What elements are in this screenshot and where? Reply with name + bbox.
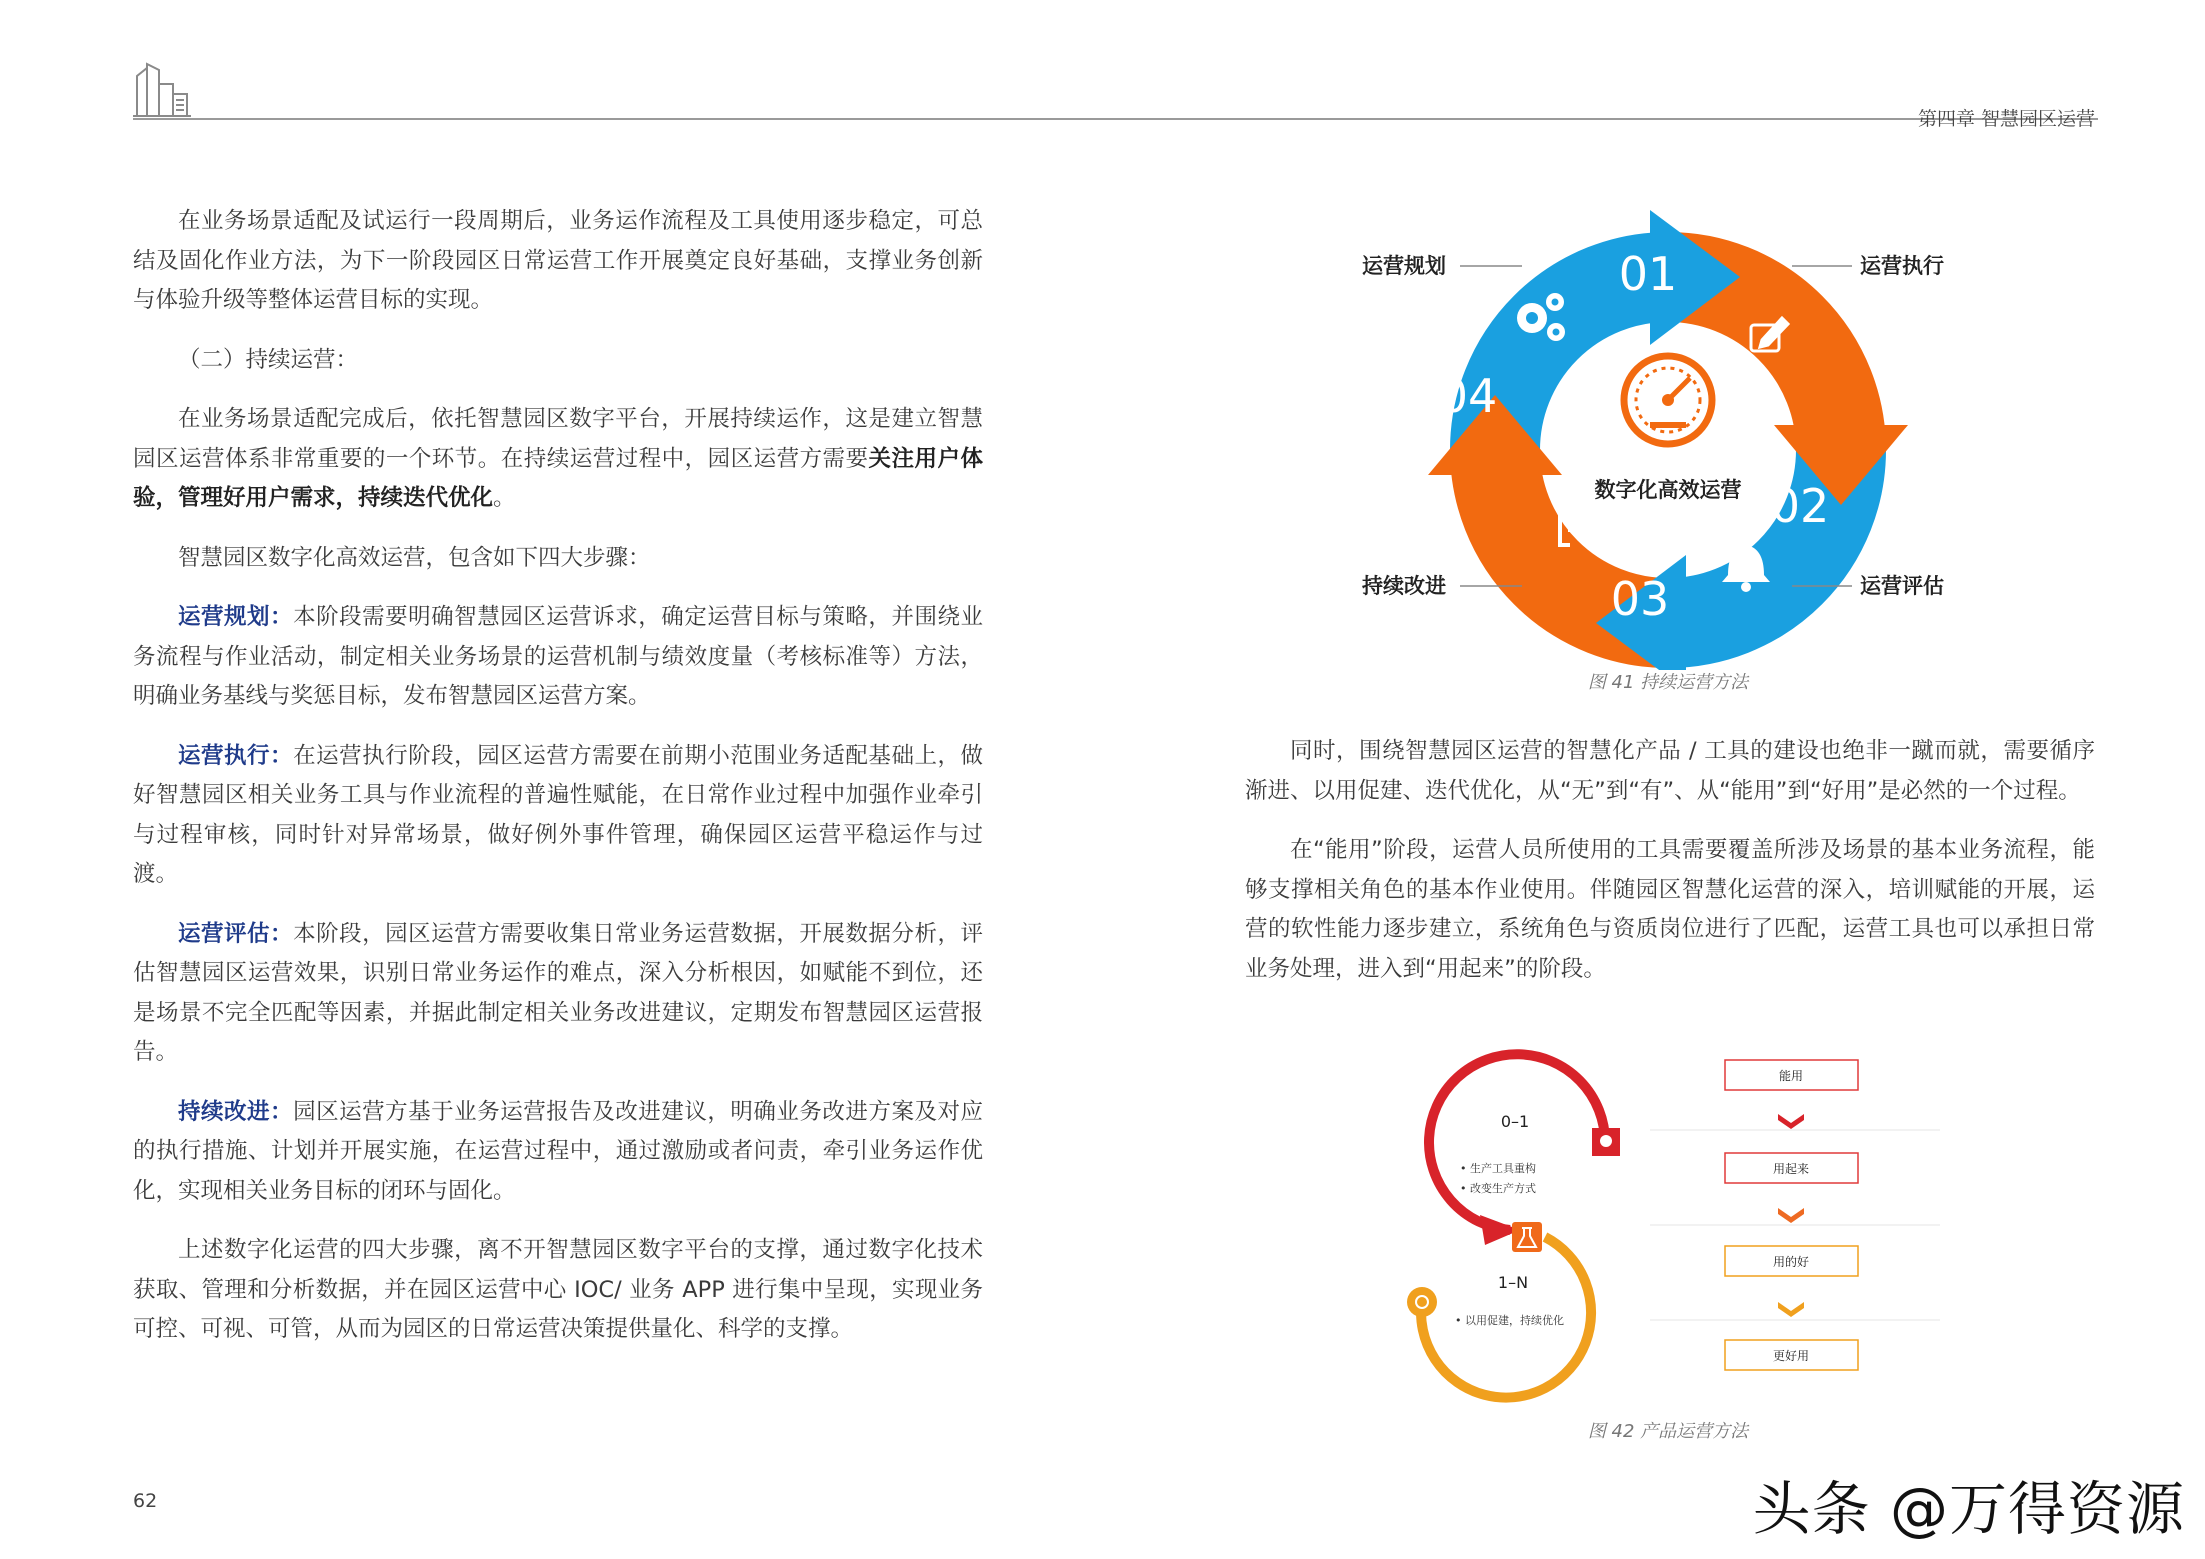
header-divider	[133, 118, 2098, 120]
step-label-04: 持续改进	[1362, 574, 1446, 598]
subheading: （二）持续运营：	[178, 346, 359, 373]
ladder-step: 用的好	[1772, 1255, 1810, 1269]
product-operation-diagram	[1380, 1040, 2000, 1410]
step-keyword: 运营执行：	[178, 742, 294, 769]
step-label-01: 运营规划	[1362, 254, 1446, 278]
step-number-02: 02	[1770, 479, 1830, 533]
step-number-01: 01	[1618, 247, 1678, 301]
step-label-02: 运营执行	[1860, 254, 1944, 278]
ladder-step: 能用	[1778, 1069, 1804, 1083]
watermark: 头条 @万得资源	[1752, 1475, 2185, 1543]
step-label-03: 运营评估	[1860, 574, 1944, 598]
step-paragraph: 运营执行：在运营执行阶段，园区运营方需要在前期小范围业务适配基础上，做好智慧园区相关业务工具与作业流程的普遍性赋能，在日常作业过程中加强作业牵引与过程审核，同时针对异常场景，做好例外事件管理，确保园区运营平稳运作与过渡。	[133, 742, 983, 887]
right-column	[1245, 732, 2095, 1009]
paragraph: 智慧园区数字化高效运营，包含如下四大步骤：	[178, 544, 651, 571]
step-paragraph: 运营规划：本阶段需要明确智慧园区运营诉求，确定运营目标与策略，并围绕业务流程与作业活动，制定相关业务场景的运营机制与绩效度量（考核标准等）方法，明确业务基线与奖惩目标，发布智慧园区运营方案。	[133, 604, 983, 709]
stage2-title: 1–N	[1497, 1273, 1529, 1292]
arc-03	[1668, 450, 1841, 623]
paragraph: 在业务场景适配及试运行一段周期后，业务运作流程及工具使用逐步稳定，可总结及固化作业方法，为下一阶段园区日常运营工作开展奠定良好基础，支撑业务创新与体验升级等整体运营目标的实现。	[133, 208, 983, 313]
stage-ladder	[1650, 1060, 1940, 1370]
paragraph: 上述数字化运营的四大步骤，离不开智慧园区数字平台的支撑，通过数字化技术获取、管理和分析数据，并在园区运营中心 IOC/ 业务 APP 进行集中呈现，实现业务可控、可视、可管，从而为园区的日常运营决策提供量化、科学的支撑。	[133, 1237, 983, 1342]
stage1-bullet: • 生产工具重构	[1460, 1162, 1536, 1175]
step-paragraph: 持续改进：园区运营方基于业务运营报告及改进建议，明确业务改进方案及对应的执行措施、计划并开展实施，在运营过程中，通过激励或者问责，牵引业务运作优化，实现相关业务目标的闭环与固化。	[133, 1098, 983, 1204]
figure-caption: 图 41 持续运营方法	[1587, 672, 1749, 693]
step-number-03: 03	[1610, 572, 1670, 626]
ladder-step: 更好用	[1772, 1349, 1810, 1363]
stage2-bullet: • 以用促建，持续优化	[1455, 1314, 1564, 1327]
step-number-04: 04	[1438, 369, 1498, 423]
step-keyword: 运营评估：	[178, 920, 294, 947]
step-keyword: 持续改进：	[178, 1098, 294, 1125]
page-number: 62	[133, 1490, 158, 1512]
paragraph: 同时，围绕智慧园区运营的智慧化产品 / 工具的建设也绝非一蹴而就，需要循序渐进、以用促建、迭代优化，从“无”到“有”、从“能用”到“好用”是必然的一个过程。	[1245, 738, 2095, 804]
stage1-title: 0–1	[1500, 1112, 1530, 1131]
figure-caption: 图 42 产品运营方法	[1587, 1421, 1749, 1442]
paragraph: 在“能用”阶段，运营人员所使用的工具需要覆盖所涉及场景的基本业务流程，能够支撑相关角色的基本作业使用。伴随园区智慧化运营的深入，培训赋能的开展，运营的软性能力逐步建立，系统角色与资质岗位进行了匹配，运营工具也可以承担日常业务处理，进入到“用起来”的阶段。	[1245, 837, 2095, 982]
step-keyword: 运营规划：	[178, 604, 294, 630]
paragraph: 在业务场景适配完成后，依托智慧园区数字平台，开展持续运作，这是建立智慧园区运营体系非常重要的一个环节。在持续运营过程中，园区运营方需要关注用户体验，管理好用户需求，持续迭代优化。	[133, 406, 983, 511]
stage1-bullet: • 改变生产方式	[1460, 1182, 1536, 1195]
target-icon	[1407, 1287, 1437, 1317]
left-column	[133, 202, 983, 1370]
step-paragraph: 运营评估：本阶段，园区运营方需要收集日常业务运营数据，开展数据分析，评估智慧园区运营效果，识别日常业务运作的难点，深入分析根因，如赋能不到位，还是场景不完全匹配等因素，并据此制定相关业务改进建议，定期发布智慧园区运营报告。	[133, 920, 983, 1065]
bold-emphasis: 关注用户体验，管理好用户需求，持续迭代优化	[133, 445, 983, 511]
ladder-step: 用起来	[1772, 1162, 1810, 1176]
building-logo-icon	[133, 62, 193, 118]
cycle-diagram	[1300, 190, 2150, 670]
chapter-title: 第四章 智慧园区运营	[1917, 108, 2095, 130]
speedometer-icon	[1624, 356, 1712, 444]
center-label: 数字化高效运营	[1594, 478, 1742, 502]
